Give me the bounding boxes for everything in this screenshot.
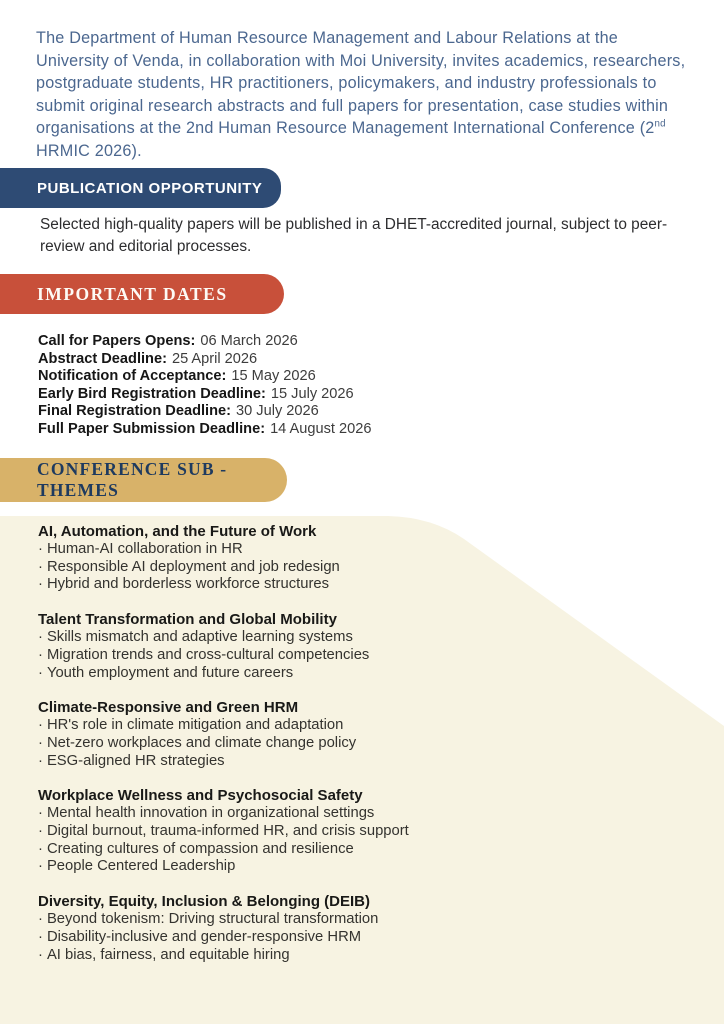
intro-superscript: nd (654, 118, 666, 130)
theme-group (38, 611, 638, 682)
theme-item-text: Mental health innovation in organizational settings (46, 805, 375, 822)
theme-item (38, 717, 638, 735)
date-row (38, 351, 372, 369)
bullet-dot: · (38, 734, 43, 751)
theme-item-text: Responsible AI deployment and job redesign (46, 558, 340, 575)
theme-item (38, 647, 638, 665)
theme-group-title: Climate-Responsive and Green HRM (38, 699, 299, 717)
bullet-dot: · (38, 664, 43, 681)
date-value: 06 March 2026 (200, 333, 298, 349)
theme-item (38, 665, 638, 683)
theme-group-title: Talent Transformation and Global Mobility (38, 611, 337, 629)
publication-opportunity-title: PUBLICATION OPPORTUNITY (37, 179, 263, 197)
date-row (38, 368, 372, 386)
theme-item-text: Creating cultures of compassion and resilience (46, 840, 354, 857)
bullet-dot: · (38, 752, 43, 769)
date-label: Full Paper Submission Deadline: (38, 420, 266, 437)
date-value: 15 May 2026 (231, 368, 316, 384)
important-dates-list (38, 333, 372, 438)
theme-group (38, 523, 638, 594)
date-label: Notification of Acceptance: (38, 368, 227, 384)
theme-item (38, 559, 638, 577)
theme-item (38, 858, 638, 876)
theme-item (38, 805, 638, 823)
date-value: 30 July 2026 (236, 403, 319, 419)
date-value: 14 August 2026 (270, 420, 372, 437)
theme-item (38, 541, 638, 559)
bullet-dot: · (38, 946, 43, 963)
theme-item-text: Disability-inclusive and gender-responsive HRM (46, 928, 362, 945)
theme-item (38, 753, 638, 771)
theme-item-text: Human-AI collaboration in HR (46, 541, 243, 557)
theme-group (38, 699, 638, 770)
date-row (38, 403, 372, 421)
bullet-dot: · (38, 558, 43, 575)
date-label: Final Registration Deadline: (38, 403, 231, 419)
theme-item (38, 841, 638, 859)
theme-item-text: Beyond tokenism: Driving structural transformation (46, 911, 379, 928)
theme-item-text: Migration trends and cross-cultural competencies (46, 646, 370, 663)
theme-item (38, 947, 638, 965)
theme-item-text: Hybrid and borderless workforce structures (46, 576, 330, 593)
date-label: Abstract Deadline: (38, 350, 167, 367)
theme-item-text: Net-zero workplaces and climate change policy (46, 734, 357, 751)
theme-group (38, 893, 638, 964)
important-dates-header (0, 274, 284, 314)
bullet-dot: · (38, 629, 43, 646)
theme-item-text: Youth employment and future careers (46, 664, 294, 681)
theme-group-title: AI, Automation, and the Future of Work (38, 523, 317, 540)
bullet-dot: · (38, 928, 43, 945)
bullet-dot: · (38, 646, 43, 663)
theme-item-text: Skills mismatch and adaptive learning systems (46, 629, 353, 646)
theme-group-title: Workplace Wellness and Psychosocial Safety (38, 787, 363, 805)
theme-item (38, 823, 638, 841)
bullet-dot: · (38, 911, 43, 928)
conference-subthemes-header (0, 458, 287, 502)
bullet-dot: · (38, 576, 43, 593)
theme-item-text: ESG-aligned HR strategies (46, 752, 225, 769)
bullet-dot: · (38, 541, 43, 557)
theme-item (38, 929, 638, 947)
date-row (38, 421, 372, 439)
conference-subthemes-title: CONFERENCE SUB - THEMES (37, 459, 228, 500)
theme-item (38, 576, 638, 594)
theme-item-text: Digital burnout, trauma-informed HR, and crisis support (46, 823, 409, 840)
date-row (38, 386, 372, 404)
theme-item-text: People Centered Leadership (46, 858, 236, 875)
theme-item (38, 911, 638, 929)
bullet-dot: · (38, 858, 43, 875)
intro-paragraph (36, 27, 690, 162)
theme-item (38, 735, 638, 753)
date-value: 25 April 2026 (171, 350, 258, 367)
theme-group-title: Diversity, Equity, Inclusion & Belonging (DEIB) (38, 893, 370, 911)
intro-text-part1: The Department of Human Resource Management and Labour Relations at the University of Venda, in collaboration with Moi University, invites academics, researchers, postgraduate students, HR practitioners, policymakers, and industry professionals to submit original research abstracts and full papers for presentation, case studies within organisations at the 2nd Human Resource Management International Conference (2 (36, 29, 686, 137)
publication-body-text: Selected high-quality papers will be published in a DHET-accredited journal, subject to peer-review and editorial processes. (40, 216, 668, 255)
date-value: 15 July 2026 (270, 385, 354, 402)
date-label: Call for Papers Opens: (38, 333, 196, 349)
date-label: Early Bird Registration Deadline: (38, 385, 266, 402)
date-row (38, 333, 372, 351)
theme-item (38, 629, 638, 647)
theme-item-text: AI bias, fairness, and equitable hiring (46, 946, 290, 963)
bullet-dot: · (38, 717, 43, 734)
theme-item-text: HR's role in climate mitigation and adaptation (46, 717, 344, 734)
bullet-dot: · (38, 840, 43, 857)
subthemes-list (38, 523, 638, 981)
bullet-dot: · (38, 805, 43, 822)
bullet-dot: · (38, 823, 43, 840)
theme-group (38, 787, 638, 876)
important-dates-title: IMPORTANT DATES (37, 283, 228, 304)
intro-text-part2: HRMIC 2026). (36, 141, 142, 160)
publication-opportunity-header (0, 168, 281, 208)
